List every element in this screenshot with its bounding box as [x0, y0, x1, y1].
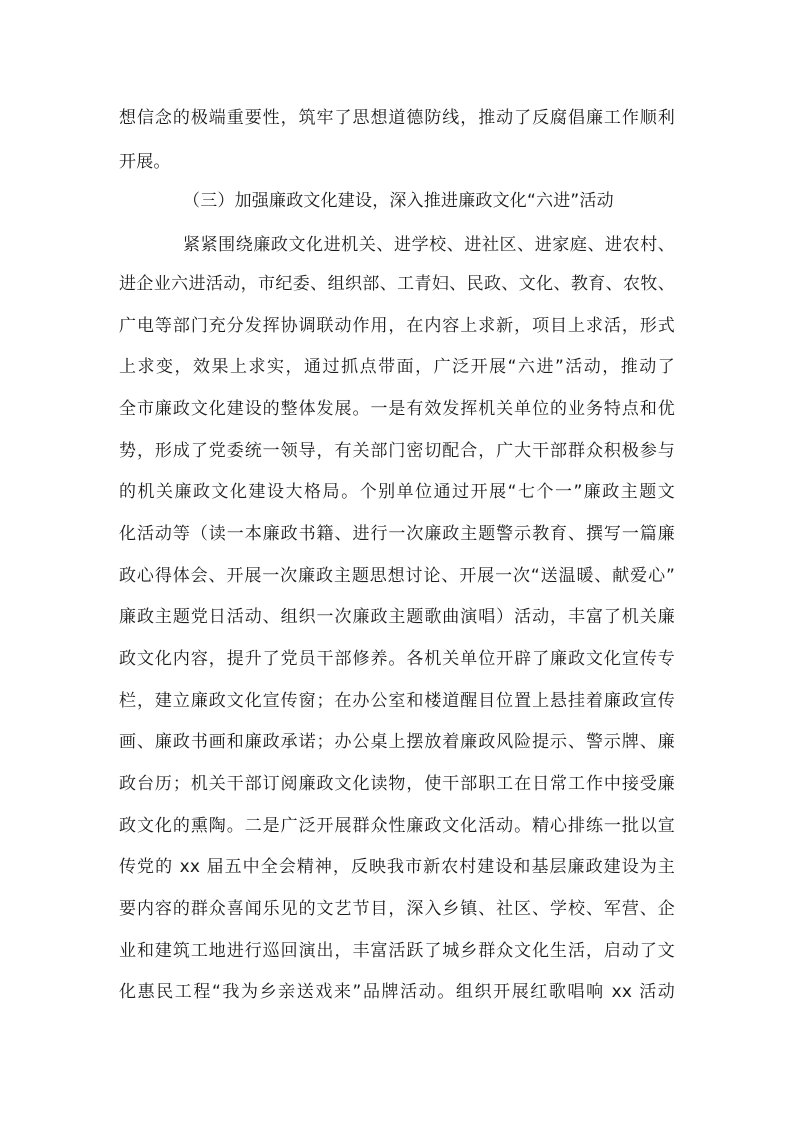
paragraph-line: 全市廉政文化建设的整体发展。一是有效发挥机关单位的业务特点和优: [119, 399, 675, 419]
paragraph-line: 化活动等（读一本廉政书籍、进行一次廉政主题警示教育、撰写一篇廉: [119, 524, 675, 544]
paragraph-line: 的机关廉政文化建设大格局。个别单位通过开展“七个一”廉政主题文: [119, 482, 675, 502]
paragraph-line: 要内容的群众喜闻乐见的文艺节目，深入乡镇、社区、学校、军营、企: [119, 899, 675, 919]
paragraph-line: 进企业六进活动，市纪委、组织部、工青妇、民政、文化、教育、农牧、: [119, 274, 675, 294]
paragraph-line: 业和建筑工地进行巡回演出，丰富活跃了城乡群众文化生活，启动了文: [119, 941, 675, 961]
paragraph-line: 画、廉政书画和廉政承诺；办公桌上摆放着廉政风险提示、警示牌、廉: [119, 732, 675, 752]
paragraph-line: 政台历；机关干部订阅廉政文化读物，使干部职工在日常工作中接受廉: [119, 774, 675, 794]
paragraph-line: 栏，建立廉政文化宣传窗；在办公室和楼道醒目位置上悬挂着廉政宣传: [119, 691, 675, 711]
paragraph-line: 想信念的极端重要性，筑牢了思想道德防线，推动了反腐倡廉工作顺利: [119, 108, 675, 128]
paragraph-line: 上求变，效果上求实，通过抓点带面，广泛开展“六进”活动，推动了: [119, 357, 675, 377]
paragraph-line: 政文化的熏陶。二是广泛开展群众性廉政文化活动。精心排练一批以宣: [119, 816, 675, 836]
paragraph-line: 传党的 xx 届五中全会精神，反映我市新农村建设和基层廉政建设为主: [119, 857, 675, 877]
section-heading: （三）加强廉政文化建设，深入推进廉政文化“六进”活动: [183, 191, 614, 211]
paragraph-line: 廉政主题党日活动、组织一次廉政主题歌曲演唱）活动，丰富了机关廉: [119, 607, 675, 627]
paragraph-line: 政心得体会、开展一次廉政主题思想讨论、开展一次“送温暖、献爱心”: [119, 566, 675, 586]
paragraph-line: 广电等部门充分发挥协调联动作用，在内容上求新，项目上求活，形式: [119, 316, 675, 336]
paragraph-line: 化惠民工程“我为乡亲送戏来”品牌活动。组织开展红歌唱响 xx 活动: [119, 982, 675, 1002]
paragraph-line: 开展。: [119, 152, 171, 172]
paragraph-line: 紧紧围绕廉政文化进机关、进学校、进社区、进家庭、进农村、: [183, 235, 675, 255]
paragraph-line: 政文化内容，提升了党员干部修养。各机关单位开辟了廉政文化宣传专: [119, 649, 675, 669]
paragraph-line: 势，形成了党委统一领导，有关部门密切配合，广大干部群众积极参与: [119, 441, 675, 461]
